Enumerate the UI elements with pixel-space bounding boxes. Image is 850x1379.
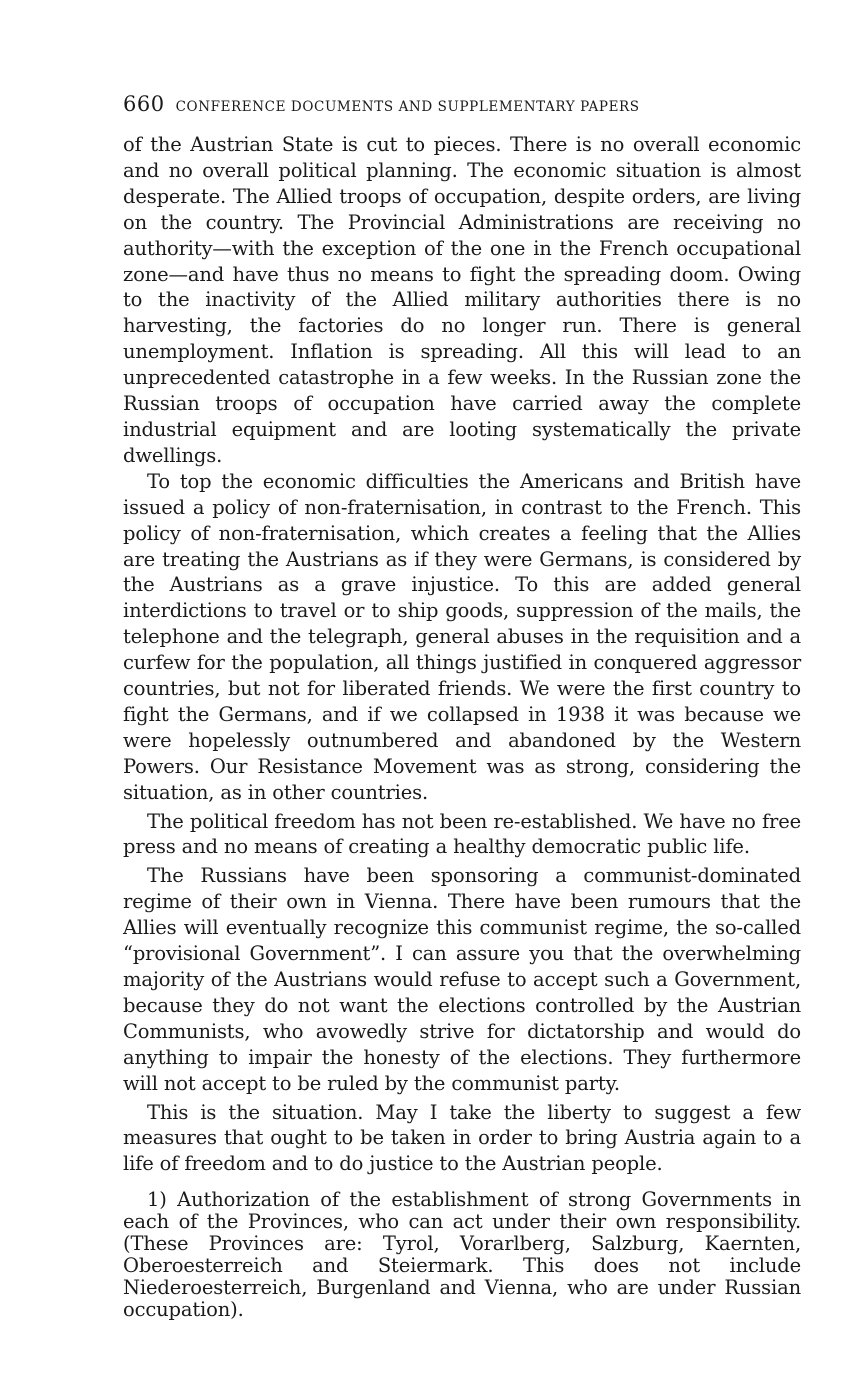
running-head: CONFERENCE DOCUMENTS AND SUPPLEMENTARY PAPERS: [175, 99, 640, 115]
paragraph-non-fraternisation: To top the economic difficulties the Americans and British have issued a policy of non-fraternisation, in contrast to the French. This policy of non-fraternisation, which creates a feeling that the Allies are treating the Austrians as if they were Germans, is considered by the Austrians as a grave injustice. To this are added general interdictions to travel or to ship goods, suppression of the mails, the telephone and the telegraph, general abuses in the requisition and a curfew for the population, all things justified in conquered aggressor countries, but not for liberated friends. We were the first country to fight the Germans, and if we collapsed in 1938 it was because we were hopelessly outnumbered and abandoned by the Western Powers. Our Resistance Movement was as strong, considering the situation, as in other countries.: [123, 469, 801, 804]
page-header: [123, 92, 801, 122]
list-item-1: 1) Authorization of the establishment of strong Governments in each of the Provinces, who can act under their own responsibility. (These Provinces are: Tyrol, Vorarlberg, Salzburg, Kaernten, Oberoesterreich and Steiermark. This does not include Niederoesterreich, Burgenland and Vienna, who are under Russian occupation).: [123, 1188, 801, 1322]
paragraph-political-freedom: The political freedom has not been re-established. We have no free press and no means of creating a healthy democratic public life.: [123, 809, 801, 859]
paragraph-continuation: of the Austrian State is cut to pieces. There is no overall economic and no overall political planning. The economic situation is almost desperate. The Allied troops of occupation, despite orders, are living on the country. The Provincial Administrations are receiving no authority—with the exception of the one in the French occupational zone—and have thus no means to fight the spreading doom. Owing to the inactivity of the Allied military authorities there is no harvesting, the factories do no longer run. There is general unemployment. Inflation is spreading. All this will lead to an unprecedented catastrophe in a few weeks. In the Russian zone the Russian troops of occupation have carried away the complete industrial equipment and are looting systematically the private dwellings.: [123, 133, 801, 467]
paragraph-situation: This is the situation. May I take the liberty to suggest a few measures that ought to be taken in order to bring Austria again to a life of freedom and to do justice to the Austrian people.: [123, 1100, 801, 1176]
paragraph-communist-regime: The Russians have been sponsoring a communist-dominated regime of their own in Vienna. There have been rumours that the Allies will eventually recognize this communist regime, the so-called “provisional Government”. I can assure you that the overwhelming majority of the Austrians would refuse to accept such a Government, because they do not want the elections controlled by the Austrian Communists, who avowedly strive for dictatorship and would do anything to impair the honesty of the elections. They furthermore will not accept to be ruled by the communist party.: [123, 864, 801, 1095]
document-page: [123, 92, 801, 1321]
page-number: 660: [123, 92, 165, 116]
